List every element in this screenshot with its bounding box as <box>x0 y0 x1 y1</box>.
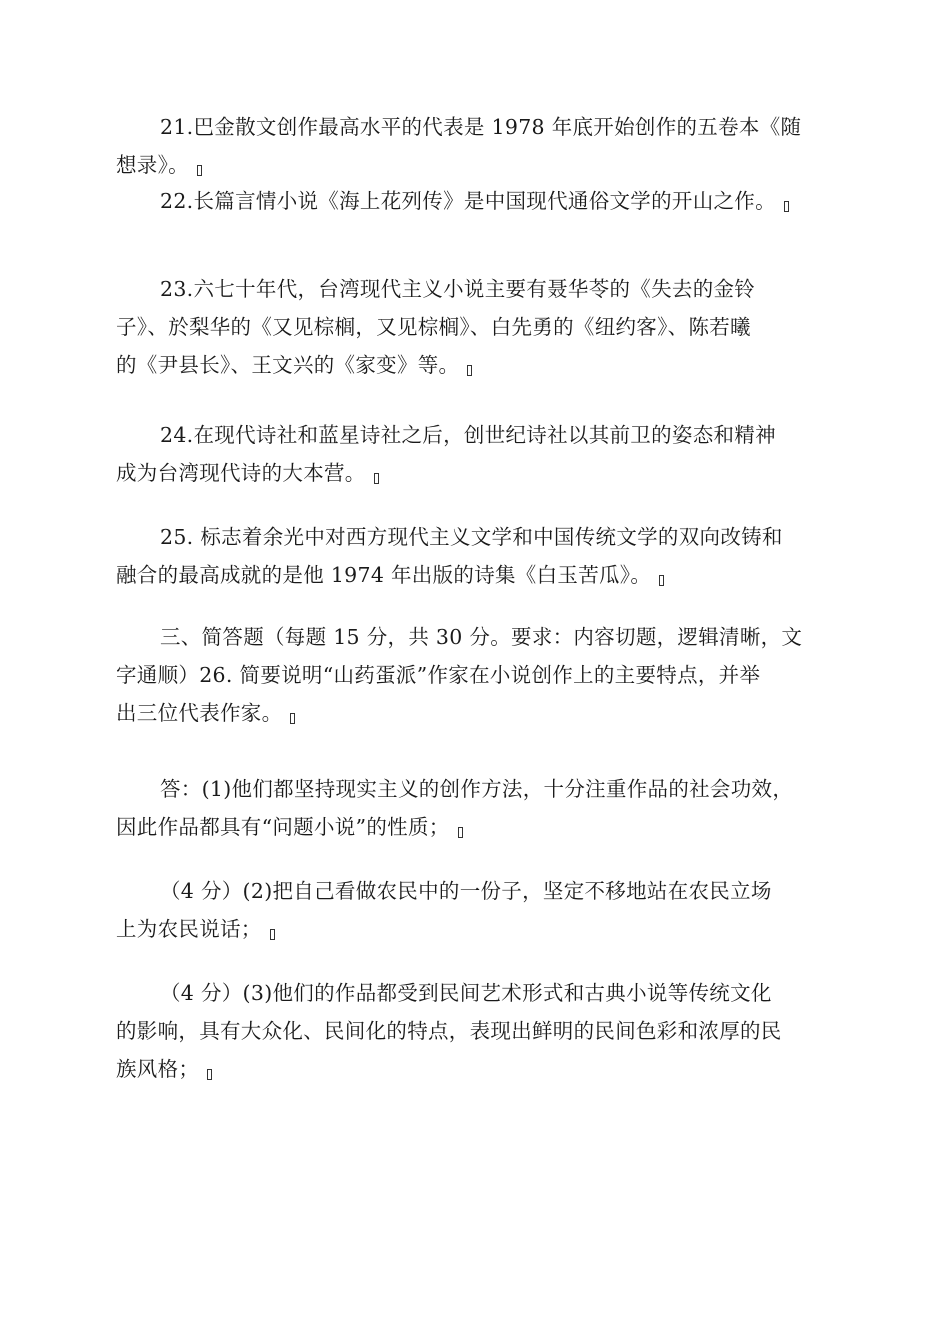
text-line: 族风格； <box>116 1057 200 1081</box>
text-line-last <box>116 556 836 594</box>
paragraph-mark-icon <box>784 201 789 212</box>
text-line: 25. 标志着余光中对西方现代主义文学和中国传统文学的双向改铸和 <box>160 525 783 549</box>
text-line-last <box>116 146 836 184</box>
text-line: 字通顺）26. 简要说明“山药蛋派”作家在小说创作上的主要特点，并举 <box>116 663 761 687</box>
text-line: 上为农民说话； <box>116 917 262 941</box>
section-short-answer <box>116 618 836 732</box>
paragraph-mark-icon <box>458 827 463 838</box>
text-line-last <box>116 182 836 220</box>
question-24 <box>116 416 836 492</box>
question-22 <box>116 182 836 220</box>
text-line: 融合的最高成就的是他 1974 年出版的诗集《白玉苦瓜》。 <box>116 563 652 587</box>
text-line: 出三位代表作家。 <box>116 701 283 725</box>
text-line: 23.六七十年代，台湾现代主义小说主要有聂华苓的《失去的金铃 <box>160 277 756 301</box>
text-line: 想录》。 <box>116 153 189 177</box>
question-23 <box>116 270 836 384</box>
answer-point-2 <box>116 872 836 948</box>
text-line: 子》、於梨华的《又见棕榈，又见棕榈》、白先勇的《纽约客》、陈若曦 <box>116 315 751 339</box>
text-line: 21.巴金散文创作最高水平的代表是 1978 年底开始创作的五卷本《随 <box>160 115 802 139</box>
text-line: 成为台湾现代诗的大本营。 <box>116 461 366 485</box>
text-line: 22.长篇言情小说《海上花列传》是中国现代通俗文学的开山之作。 <box>160 189 776 213</box>
text-line-last <box>116 694 836 732</box>
text-line: （4 分）(2)把自己看做农民中的一份子，坚定不移地站在农民立场 <box>160 879 772 903</box>
question-21 <box>116 108 836 184</box>
text-line: 答：(1)他们都坚持现实主义的创作方法，十分注重作品的社会功效， <box>160 777 794 801</box>
text-line: 三、简答题（每题 15 分，共 30 分。要求：内容切题，逻辑清晰，文 <box>160 625 803 649</box>
paragraph-mark-icon <box>197 165 202 176</box>
paragraph-mark-icon <box>374 473 379 484</box>
text-line: 的《尹县长》、王文兴的《家变》等。 <box>116 353 460 377</box>
paragraph-mark-icon <box>207 1069 212 1080</box>
paragraph-mark-icon <box>467 365 472 376</box>
paragraph-mark-icon <box>659 575 664 586</box>
text-line-last <box>116 346 836 384</box>
text-line-last <box>116 1050 836 1088</box>
text-line: 因此作品都具有“问题小说”的性质； <box>116 815 450 839</box>
text-line-last <box>116 454 836 492</box>
text-line: 24.在现代诗社和蓝星诗社之后，创世纪诗社以其前卫的姿态和精神 <box>160 423 776 447</box>
answer-point-3 <box>116 974 836 1088</box>
question-25 <box>116 518 836 594</box>
paragraph-mark-icon <box>270 929 275 940</box>
answer-point-1 <box>116 770 836 846</box>
text-line-last <box>116 808 836 846</box>
text-line: 的影响，具有大众化、民间化的特点，表现出鲜明的民间色彩和浓厚的民 <box>116 1019 782 1043</box>
paragraph-mark-icon <box>290 713 295 724</box>
text-line: （4 分）(3)他们的作品都受到民间艺术形式和古典小说等传统文化 <box>160 981 772 1005</box>
text-line-last <box>116 910 836 948</box>
